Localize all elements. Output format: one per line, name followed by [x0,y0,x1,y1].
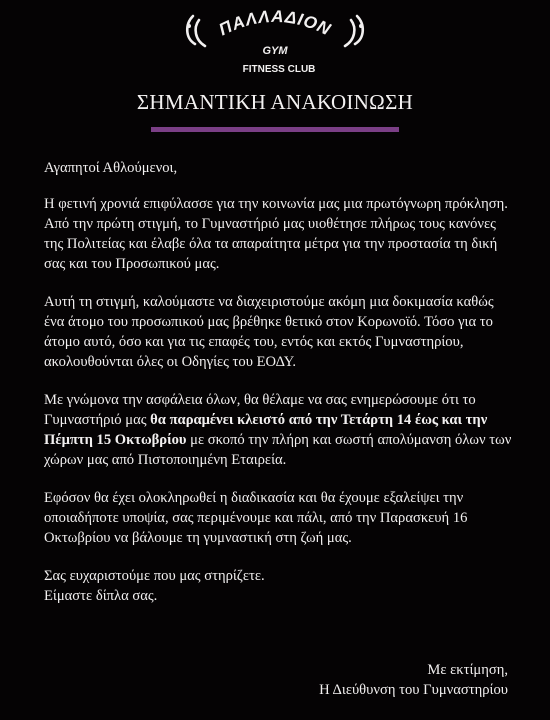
athlete-right-icon [345,16,363,46]
paragraph-5 [44,566,512,606]
greeting: Αγαπητοί Αθλούμενοι, [44,160,178,176]
closing-salutation: Με εκτίμηση, [427,662,508,678]
paragraph-3-start: Με γνώμονα την ασφάλεια όλων, θα θέλαμε να σας ενημερώσουμε ότι το Γυμναστήριό μας [44,392,476,428]
title-underline [151,127,399,132]
logo-tagline: FITNESS CLUB [242,64,316,75]
closure-dates: θα παραμένει κλειστό από την Τετάρτη 14 έως και την Πέμπτη 15 Οκτωβρίου [44,412,488,448]
paragraph-3 [44,390,512,470]
announcement-body [44,158,512,624]
gym-logo [0,6,550,84]
support-line: Είμαστε δίπλα σας. [44,588,158,604]
paragraph-3-end: με σκοπό την πλήρη και σωστή απολύμανση όλων των χώρων μας από Πιστοποιημένη Εταιρεία. [44,432,512,468]
paragraph-1: Η φετινή χρονιά επιφύλασσε για την κοινωνία μας μια πρωτόγνωρη πρόκληση. Από την πρώτη στιγμή, το Γυμναστήριό μας υιοθέτησε πλήρως τους κανόνες της Πολιτείας και έλαβε όλα τα απαραίτητα μέτρα για την προστασία τη δική σας και του Προσωπικού μας. [44,196,508,272]
signature-block [319,660,508,700]
paragraph-4: Εφόσον θα έχει ολοκληρωθεί η διαδικασία και θα έχουμε εξαλείψει την οποιαδήποτε υποψία, σας περιμένουμε και πάλι, από την Παρασκευή 16 Οκτωβρίου να βάλουμε τη γυμναστική στη ζωή μας. [44,490,468,546]
logo-brand: ΠΑΛΛΑΔΙΟΝ [215,6,335,40]
athlete-left-icon [187,16,205,46]
page-title: ΣΗΜΑΝΤΙΚΗ ΑΝΑΚΟΙΝΩΣΗ [136,90,414,114]
closing-signature: Η Διεύθυνση του Γυμναστηρίου [319,682,508,698]
logo-sub: GYM [262,45,288,57]
thanks-line: Σας ευχαριστούμε που μας στηρίζετε. [44,568,265,584]
paragraph-2: Αυτή τη στιγμή, καλούμαστε να διαχειριστούμε ακόμη μια δοκιμασία καθώς ένα άτομο του προσωπικού μας βρέθηκε θετικό στον Κορωνοϊό. Τόσο για το άτομο αυτό, όσο και για τις επαφές του, εντός και εκτός Γυμναστηρίου, ακολουθούνται όλες οι Οδηγίες του ΕΟΔΥ. [44,294,494,370]
logo-emblem [175,6,375,84]
